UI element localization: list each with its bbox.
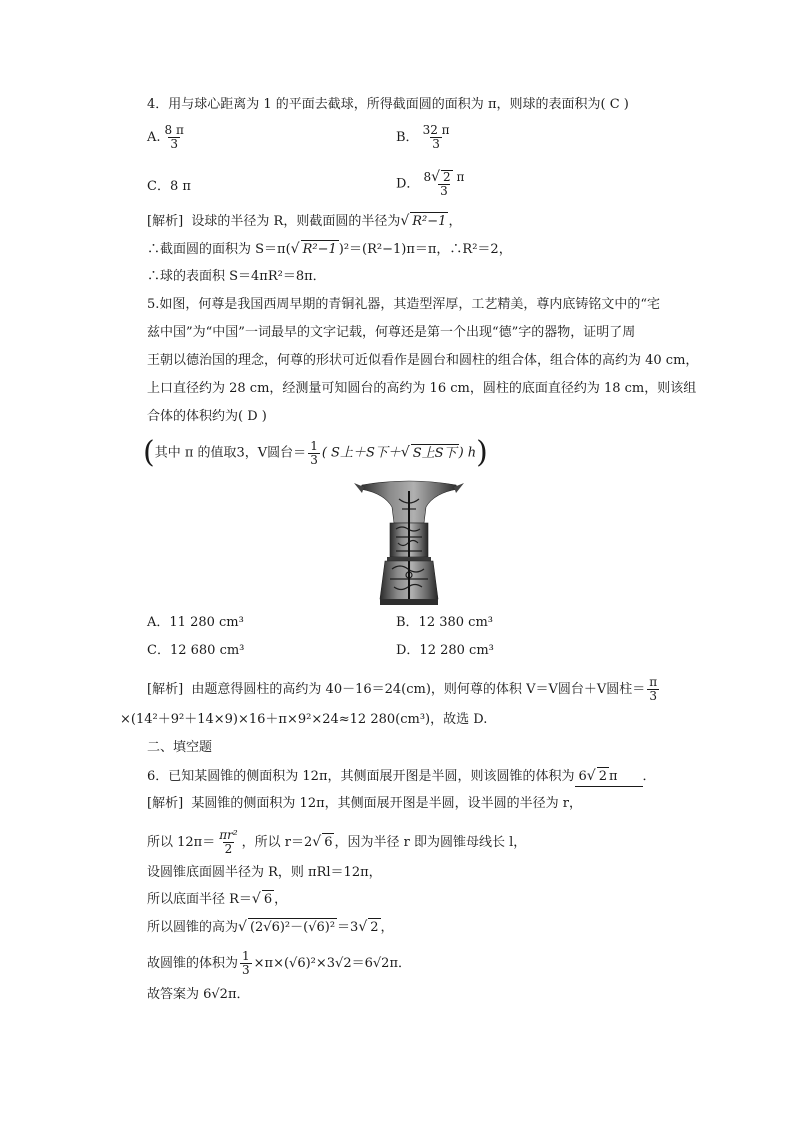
punct: ， xyxy=(448,214,462,229)
denominator: 2 xyxy=(224,842,233,856)
q5-option-d: D．12 280 cm³ xyxy=(396,643,494,658)
text: 某圆锥的侧面积为 12π，其侧面展开图是半圆，设半圆的半径为 r， xyxy=(191,796,582,811)
text: 所以底面半径 R＝ xyxy=(147,892,252,907)
q4-option-b-fraction xyxy=(421,124,452,151)
text: 故圆锥的体积为 xyxy=(147,956,239,971)
solution-text: 设球的半径为 R，则截面圆的半径为 xyxy=(191,214,401,229)
q4-option-d-label: D． xyxy=(396,176,420,192)
pi: π xyxy=(608,769,618,784)
radicand: S上S下 xyxy=(412,445,457,461)
text: ) h xyxy=(458,445,477,461)
he-zun-vessel-image xyxy=(354,479,464,607)
fraction xyxy=(240,950,252,977)
denominator: 3 xyxy=(310,452,318,467)
q6-solution-line6 xyxy=(147,950,411,977)
denominator: 3 xyxy=(649,689,657,703)
paren-open: ( xyxy=(143,435,155,470)
q5-formula-note: (其中 π 的值取3，V圆台＝ $\frac{1}{3}$ ( S上＋S下＋√ S上S下 ) h) xyxy=(143,435,488,470)
q5-option-a: A．11 280 cm³ xyxy=(147,615,244,630)
q6-final-answer: 故答案为 6√2π． xyxy=(147,987,250,1002)
text: ， xyxy=(380,920,394,935)
section-heading: 二、填空题 xyxy=(147,740,213,755)
q5-stem-line5: 合体的体积约为( D ) xyxy=(147,409,267,424)
radicand: 2 xyxy=(370,920,379,935)
paren-close: ) xyxy=(476,435,488,470)
text: 所以 12π＝ xyxy=(147,835,216,850)
solution-tag: [解析] xyxy=(147,214,184,229)
text: 6．已知某圆锥的侧面积为 12π，其侧面展开图是半圆，则该圆锥的体积为 xyxy=(147,769,575,784)
solution-tag: [解析] xyxy=(147,796,184,811)
q6-solution-line2: 所以 12π＝ $\frac{\text{πr²}}{2}$ ，所以 r＝2√ 6 ，因为半径 r 即为圆锥母线长 l， xyxy=(147,828,527,856)
q4-solution-line3: ∴球的表面积 S＝4πR²＝8π． xyxy=(147,269,326,284)
radicand: 6 xyxy=(263,892,273,907)
q5-option-c: C．12 680 cm³ xyxy=(147,643,245,658)
text: ，所以 r＝2 xyxy=(241,835,313,850)
radicand: R²−1 xyxy=(412,214,447,229)
text: )²＝(R²−1)π＝π，∴R²＝2， xyxy=(338,242,512,257)
radicand: 2 xyxy=(598,769,607,784)
q4-solution-line1: [解析] 设球的半径为 R，则截面圆的半径为√ R²−1 ， xyxy=(147,213,462,229)
denominator: 3 xyxy=(170,137,179,151)
q4-option-c: C．8 π xyxy=(147,179,191,194)
pi: π xyxy=(452,170,465,184)
text: 所以圆锥的高为 xyxy=(147,920,239,935)
radicand: 6 xyxy=(324,835,333,850)
q4-option-a-fraction xyxy=(163,124,186,151)
text: 由题意得圆柱的高约为 40－16＝24(cm)，则何尊的体积 V＝V圆台＋V圆柱＝ xyxy=(191,682,646,697)
q5-stem-line2: 兹中国”为“中国”一词最早的文字记载，何尊还是第一个出现“德”字的器物，证明了周 xyxy=(147,325,636,340)
fraction xyxy=(217,829,239,856)
numerator: πr² xyxy=(219,828,238,842)
solution-tag: [解析] xyxy=(147,682,184,697)
q5-stem-line4: 上口直径约为 28 cm，经测量可知圆台的高约为 16 cm，圆柱的底面直径约为 18 cm，则该组 xyxy=(147,381,697,396)
fraction xyxy=(308,440,320,467)
q4-option-b-label: B． xyxy=(396,130,419,145)
q4-option-a xyxy=(147,124,188,151)
numerator: 1 xyxy=(310,438,318,453)
q4-option-a-label: A. xyxy=(147,130,161,145)
fraction xyxy=(647,676,659,703)
denominator: 3 xyxy=(242,963,250,977)
q6-solution-line3: 设圆锥底面圆半径为 R，则 πRl＝12π， xyxy=(147,865,382,880)
denominator: 3 xyxy=(432,137,440,151)
coef: 6 xyxy=(578,769,587,784)
radicand: 2 xyxy=(443,170,451,184)
punct: ． xyxy=(642,769,656,784)
text: ∴截面圆的面积为 S＝π( xyxy=(147,242,291,257)
q4-stem: 4．用与球心距离为 1 的平面去截球，所得截面圆的面积为 π，则球的表面积为( C ) xyxy=(147,97,629,112)
q5-stem-line1: 5.如图，何尊是我国西周早期的青铜礼器，其造型浑厚，工艺精美，尊内底铸铭文中的“宅 xyxy=(147,297,661,312)
text: ＝3 xyxy=(337,920,359,935)
q5-stem-line3: 王朝以德治国的理念，何尊的形状可近似看作是圆台和圆柱的组合体，组合体的高约为 40 cm， xyxy=(147,353,699,368)
numerator: π xyxy=(649,675,658,689)
q5-option-b: B．12 380 cm³ xyxy=(396,615,493,630)
q4-solution-line2: ∴截面圆的面积为 S＝π(√ R²−1 )²＝(R²−1)π＝π，∴R²＝2， xyxy=(147,241,512,257)
radicand: (2√6)²－(√6)² xyxy=(249,920,336,935)
numerator: 32 π xyxy=(422,123,450,137)
numerator: 8 π xyxy=(164,123,184,137)
numerator: 1 xyxy=(242,949,250,963)
text: ，因为半径 r 即为圆锥母线长 l， xyxy=(334,835,527,850)
q5-solution-line2: ×(14²＋9²＋14×9)×16＋π×9²×24≈12 280(cm³)，故选 D. xyxy=(120,712,488,727)
text: ( S上＋S下＋ xyxy=(321,445,401,461)
text: 其中 π 的值取3，V圆台＝ xyxy=(154,445,307,461)
radicand: R²−1 xyxy=(302,242,337,257)
q4-option-d-fraction xyxy=(421,170,466,198)
q5-solution-line1 xyxy=(147,676,661,703)
q4-option-d xyxy=(396,170,468,198)
coef: 8 xyxy=(423,170,432,184)
answer-blank: 6√ 2 π xyxy=(575,767,643,787)
q6-stem xyxy=(147,767,656,787)
q6-solution-line5: 所以圆锥的高为√ (2√6)²－(√6)² ＝3√ 2 ， xyxy=(147,919,394,935)
text: ， xyxy=(274,892,288,907)
numerator: 8√ 2 π xyxy=(423,169,465,185)
q6-solution-line4: 所以底面半径 R＝√ 6 ， xyxy=(147,891,288,907)
q6-solution-line1 xyxy=(147,795,582,813)
denominator: 3 xyxy=(440,184,448,198)
q4-option-b xyxy=(396,124,454,151)
text: ×π×(√6)²×3√2＝6√2π． xyxy=(253,956,411,971)
